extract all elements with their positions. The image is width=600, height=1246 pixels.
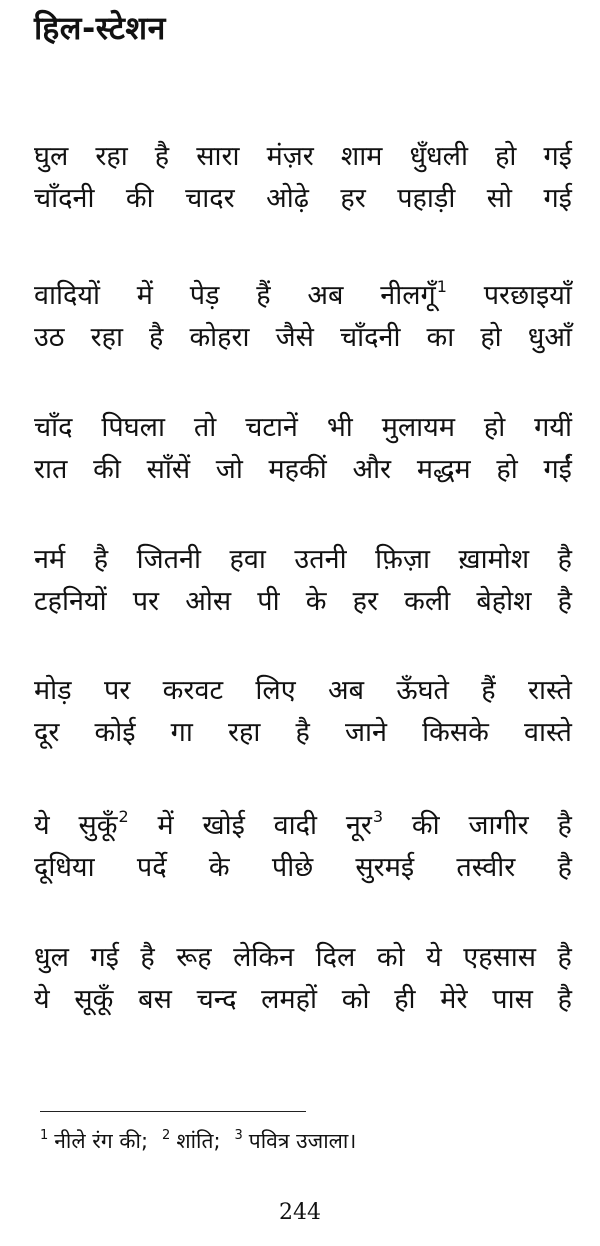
verse-word-text: धुँधली [409, 141, 468, 172]
verse-word [256, 275, 270, 317]
verse-word-text: हैं [481, 675, 496, 706]
verse-word [427, 317, 455, 359]
verse-word-text: हर [340, 183, 366, 214]
verse-line [34, 847, 572, 889]
verse-word [353, 581, 378, 623]
verse-word [190, 275, 220, 317]
verse-word [95, 712, 136, 754]
verse-word [456, 847, 515, 889]
verse-word-text: है [557, 544, 572, 575]
verse-word [185, 178, 235, 220]
verse-word-text: को [376, 942, 405, 973]
verse-word-text: वास्ते [524, 717, 572, 748]
stanza [34, 539, 572, 623]
verse-word-text: परछाइयाँ [483, 280, 572, 311]
footnote-marker: 3 [372, 807, 384, 826]
verse-word [137, 539, 201, 581]
verse-word-text: के [208, 852, 230, 883]
verse-word [149, 317, 163, 359]
verse-word-text: रूह [176, 942, 212, 973]
verse-word-text: पहाड़ी [397, 183, 456, 214]
verse-word [492, 979, 533, 1021]
verse-word [267, 136, 314, 178]
verse-word-text: खोई [202, 810, 245, 841]
verse-word [95, 136, 127, 178]
verse-word [481, 670, 495, 712]
verse-word [269, 449, 327, 491]
verse-word-text: वादियों [34, 280, 100, 311]
footnote-number: 3 [234, 1128, 243, 1143]
verse-word-text: महकीं [268, 454, 327, 485]
verse-word-text: को [341, 984, 370, 1015]
verse-word [138, 979, 172, 1021]
verse-word [524, 712, 572, 754]
verse-word-text: वादी [273, 810, 318, 841]
verse-word-text: ओढ़े [266, 183, 309, 214]
verse-word-text: ऊँघते [396, 675, 449, 706]
verse-word-text: गई [543, 183, 572, 214]
verse-word [189, 317, 249, 359]
verse-word-text: हैं [256, 280, 271, 311]
verse-word [274, 805, 317, 847]
verse-word [140, 937, 154, 979]
page-number: 244 [279, 1200, 321, 1225]
verse-word-text: है [295, 717, 310, 748]
verse-word-text: का [426, 322, 455, 353]
verse-word-text: पी [257, 586, 280, 617]
verse-word [261, 979, 317, 1021]
verse-word [197, 979, 237, 1021]
verse-word [176, 937, 211, 979]
verse-word-text: धुल [34, 942, 69, 973]
verse-word-text: गईं [543, 454, 572, 485]
verse-word-text: भी [326, 412, 353, 443]
verse-word-text: उतनी [294, 544, 347, 575]
verse-word [394, 979, 415, 1021]
verse-word-text: पर [103, 675, 131, 706]
verse-word-text: में [136, 280, 153, 311]
poem-title: हिल-स्टेशन [34, 9, 166, 47]
verse-word-text: नूर [345, 810, 372, 841]
verse-word-text: गयीं [534, 412, 572, 443]
verse-word-text: है [557, 586, 572, 617]
footnote-text: शांति; [176, 1129, 221, 1153]
verse-word-text: सूकूँ [74, 984, 114, 1015]
verse-word-text: गा [170, 717, 193, 748]
footnote-divider [40, 1111, 306, 1112]
stanza [34, 275, 572, 359]
verse-word [126, 178, 154, 220]
verse-line [34, 136, 572, 178]
verse-word [484, 275, 572, 317]
verse-word-text: रहा [95, 141, 128, 172]
verse-word-text: सुकूँ [78, 810, 118, 841]
verse-word [155, 136, 169, 178]
verse-word-text: हो [496, 454, 518, 485]
footnote-marker: 1 [436, 277, 447, 296]
verse-word [137, 847, 167, 889]
verse-word [377, 937, 405, 979]
verse-word-text: हर [352, 586, 379, 617]
verse-word-text: घुल [34, 141, 69, 172]
verse-word [340, 317, 400, 359]
verse-word [79, 805, 129, 847]
verse-word [257, 581, 279, 623]
verse-line [34, 979, 572, 1021]
verse-word-text: जाने [345, 717, 388, 748]
verse-word [463, 937, 536, 979]
verse-line [34, 539, 572, 581]
verse-word [74, 979, 113, 1021]
verse-word [345, 712, 387, 754]
verse-word [306, 581, 327, 623]
verse-line [34, 178, 572, 220]
verse-word-text: गई [90, 942, 119, 973]
verse-word [558, 937, 572, 979]
verse-word [417, 449, 471, 491]
verse-word-text: हो [495, 141, 517, 172]
verse-word-text: नीलगूँ [380, 280, 436, 311]
verse-word [558, 847, 572, 889]
footnote-marker: 2 [118, 807, 129, 826]
verse-word-text: नर्म [34, 544, 66, 575]
verse-word [230, 539, 266, 581]
verse-word [558, 581, 572, 623]
verse-word-text: तो [193, 412, 217, 443]
verse-word [34, 449, 67, 491]
verse-word [185, 581, 231, 623]
verse-word-text: है [140, 942, 155, 973]
verse-word [266, 178, 309, 220]
verse-word-text: है [154, 141, 170, 172]
stanza [34, 136, 572, 220]
verse-word [397, 178, 455, 220]
verse-word [276, 317, 314, 359]
verse-word [34, 805, 50, 847]
verse-word [528, 317, 572, 359]
verse-word [94, 539, 108, 581]
verse-word [528, 670, 572, 712]
verse-word [422, 712, 489, 754]
verse-word [272, 847, 313, 889]
verse-word-text: पिघला [101, 412, 165, 443]
verse-word-text: अब [328, 675, 365, 706]
verse-word [543, 449, 571, 491]
footnote-number: 2 [162, 1128, 171, 1143]
verse-word-text: जो [215, 454, 243, 485]
footnote-number: 1 [40, 1128, 49, 1143]
verse-word-text: कोहरा [189, 322, 250, 353]
verse-word-text: पेड़ [189, 280, 220, 311]
stanza [34, 805, 572, 889]
verse-word [34, 317, 64, 359]
verse-word [34, 847, 95, 889]
verse-line [34, 581, 572, 623]
verse-word-text: मोड़ [34, 675, 72, 706]
verse-word [382, 407, 455, 449]
verse-word-text: शाम [340, 141, 383, 172]
verse-word-text: फ़िज़ा [375, 544, 430, 575]
verse-word-text: पास [492, 984, 533, 1015]
verse-word-text: रहा [228, 717, 261, 748]
verse-word [341, 136, 383, 178]
verse-word-text: धुआँ [527, 322, 572, 353]
verse-word-text: हवा [229, 544, 266, 575]
verse-word [375, 539, 430, 581]
verse-word [346, 805, 383, 847]
verse-word [91, 317, 123, 359]
verse-word [543, 136, 571, 178]
verse-word-text: ही [394, 984, 416, 1015]
verse-word-text: सुरमई [355, 852, 415, 883]
verse-word-text: है [149, 322, 164, 353]
verse-word-text: जितनी [136, 544, 201, 575]
verse-word [307, 275, 343, 317]
verse-word [34, 136, 68, 178]
verse-word [90, 937, 118, 979]
verse-word-text: पर्दे [136, 852, 167, 883]
verse-word [133, 581, 159, 623]
verse-line [34, 712, 572, 754]
verse-word [34, 937, 69, 979]
verse-word-text: एहसास [463, 942, 537, 973]
verse-word-text: दिल [315, 942, 356, 973]
verse-word [34, 581, 107, 623]
verse-word-text: हो [483, 412, 506, 443]
footnote-item [235, 1129, 357, 1153]
verse-word-text: हो [480, 322, 502, 353]
verse-word [340, 178, 365, 220]
verse-word [104, 670, 130, 712]
verse-word-text: रात [34, 454, 68, 485]
verse-word-text: पर [132, 586, 160, 617]
verse-word [487, 178, 512, 220]
verse-word-text: उठ [34, 322, 65, 353]
verse-word-text: की [125, 183, 154, 214]
verse-word [459, 539, 530, 581]
verse-word-text: करवट [162, 675, 224, 706]
verse-word-text: जागीर [468, 810, 529, 841]
verse-word [352, 449, 391, 491]
verse-word [558, 805, 572, 847]
verse-word-text: में [157, 810, 174, 841]
verse-line [34, 407, 572, 449]
verse-word [93, 449, 121, 491]
verse-word-text: मुलायम [381, 412, 455, 443]
verse-word [440, 979, 467, 1021]
verse-word [409, 136, 468, 178]
verse-word [380, 275, 447, 317]
verse-word-text: गई [543, 141, 572, 172]
verse-line [34, 317, 572, 359]
verse-word-text: साँसें [146, 454, 191, 485]
verse-word [476, 581, 531, 623]
verse-word [558, 539, 572, 581]
verse-word-text: सारा [196, 141, 240, 172]
verse-word-text: जैसे [275, 322, 314, 353]
verse-word [404, 581, 450, 623]
verse-word-text: बस [138, 984, 172, 1015]
verse-word [245, 407, 298, 449]
verse-word-text: दूर [34, 717, 60, 748]
verse-word [196, 136, 239, 178]
verse-word-text: है [557, 942, 572, 973]
verse-word [216, 449, 243, 491]
verse-word [355, 847, 414, 889]
verse-word-text: लमहों [261, 984, 317, 1015]
footnotes [40, 1126, 370, 1156]
verse-word-text: कोई [94, 717, 136, 748]
stanza [34, 407, 572, 491]
footnote-text: नीले रंग की; [54, 1129, 149, 1153]
verse-word-text: दूधिया [34, 852, 95, 883]
verse-word-text: चटानें [245, 412, 298, 443]
verse-word [34, 407, 72, 449]
verse-word [396, 670, 449, 712]
verse-word [203, 805, 245, 847]
verse-word-text: चाँदनी [34, 183, 95, 214]
verse-word [328, 670, 364, 712]
verse-word-text: के [305, 586, 327, 617]
verse-word [101, 407, 165, 449]
verse-word-text: है [557, 852, 572, 883]
verse-line [34, 805, 572, 847]
verse-word [171, 712, 193, 754]
footnote-item [40, 1129, 148, 1153]
verse-line [34, 449, 572, 491]
verse-word [327, 407, 353, 449]
verse-word [342, 979, 370, 1021]
verse-word-text: ये [34, 984, 50, 1015]
verse-word [543, 178, 571, 220]
stanza [34, 670, 572, 754]
verse-word-text: पीछे [271, 852, 314, 883]
footnote-item [162, 1129, 220, 1153]
verse-word-text: बेहोश [476, 586, 532, 617]
verse-word-text: चन्द [196, 984, 237, 1015]
verse-word [34, 178, 94, 220]
verse-word-text: रास्ते [527, 675, 572, 706]
verse-line [34, 937, 572, 979]
verse-word [558, 979, 572, 1021]
verse-word-text: और [352, 454, 392, 485]
verse-word [137, 275, 153, 317]
verse-word-text: ख़ामोश [458, 544, 530, 575]
verse-word [294, 539, 346, 581]
verse-word [480, 317, 501, 359]
verse-word [534, 407, 572, 449]
verse-word-text: ओस [185, 586, 232, 617]
verse-word-text: चादर [185, 183, 235, 214]
verse-word [255, 670, 295, 712]
verse-word [228, 712, 260, 754]
verse-word [158, 805, 174, 847]
verse-word-text: तस्वीर [456, 852, 516, 883]
verse-word [233, 937, 294, 979]
verse-line [34, 670, 572, 712]
verse-word [468, 805, 528, 847]
verse-word-text: मंज़र [266, 141, 314, 172]
footnote-text: पवित्र उजाला। [248, 1129, 357, 1153]
stanza [34, 937, 572, 1021]
verse-word-text: मेरे [440, 984, 468, 1015]
verse-word-text: टहनियों [34, 586, 107, 617]
verse-word [34, 712, 59, 754]
verse-word-text: ये [426, 942, 442, 973]
verse-word-text: की [93, 454, 121, 485]
verse-line [34, 275, 572, 317]
verse-word-text: है [557, 984, 572, 1015]
verse-word [495, 136, 516, 178]
verse-word [147, 449, 191, 491]
verse-word-text: कली [404, 586, 451, 617]
verse-word-text: की [411, 810, 440, 841]
verse-word [194, 407, 216, 449]
verse-word-text: है [93, 544, 109, 575]
verse-word [209, 847, 230, 889]
verse-word-text: चाँद [34, 412, 73, 443]
verse-word-text: रहा [90, 322, 123, 353]
verse-word [163, 670, 223, 712]
verse-word [426, 937, 442, 979]
verse-word [412, 805, 440, 847]
verse-word [296, 712, 310, 754]
verse-word-text: लेकिन [233, 942, 295, 973]
verse-word-text: चाँदनी [340, 322, 401, 353]
verse-word [34, 979, 50, 1021]
verse-word [484, 407, 505, 449]
verse-word-text: मद्धम [416, 454, 471, 485]
verse-word-text: अब [307, 280, 344, 311]
verse-word-text: ये [34, 810, 50, 841]
verse-word [34, 539, 65, 581]
verse-word [34, 275, 100, 317]
verse-word-text: है [557, 810, 572, 841]
verse-word-text: लिए [255, 675, 296, 706]
verse-word-text: सो [486, 183, 513, 214]
verse-word [496, 449, 517, 491]
verse-word [316, 937, 356, 979]
verse-word-text: किसके [422, 717, 489, 748]
verse-word [34, 670, 72, 712]
